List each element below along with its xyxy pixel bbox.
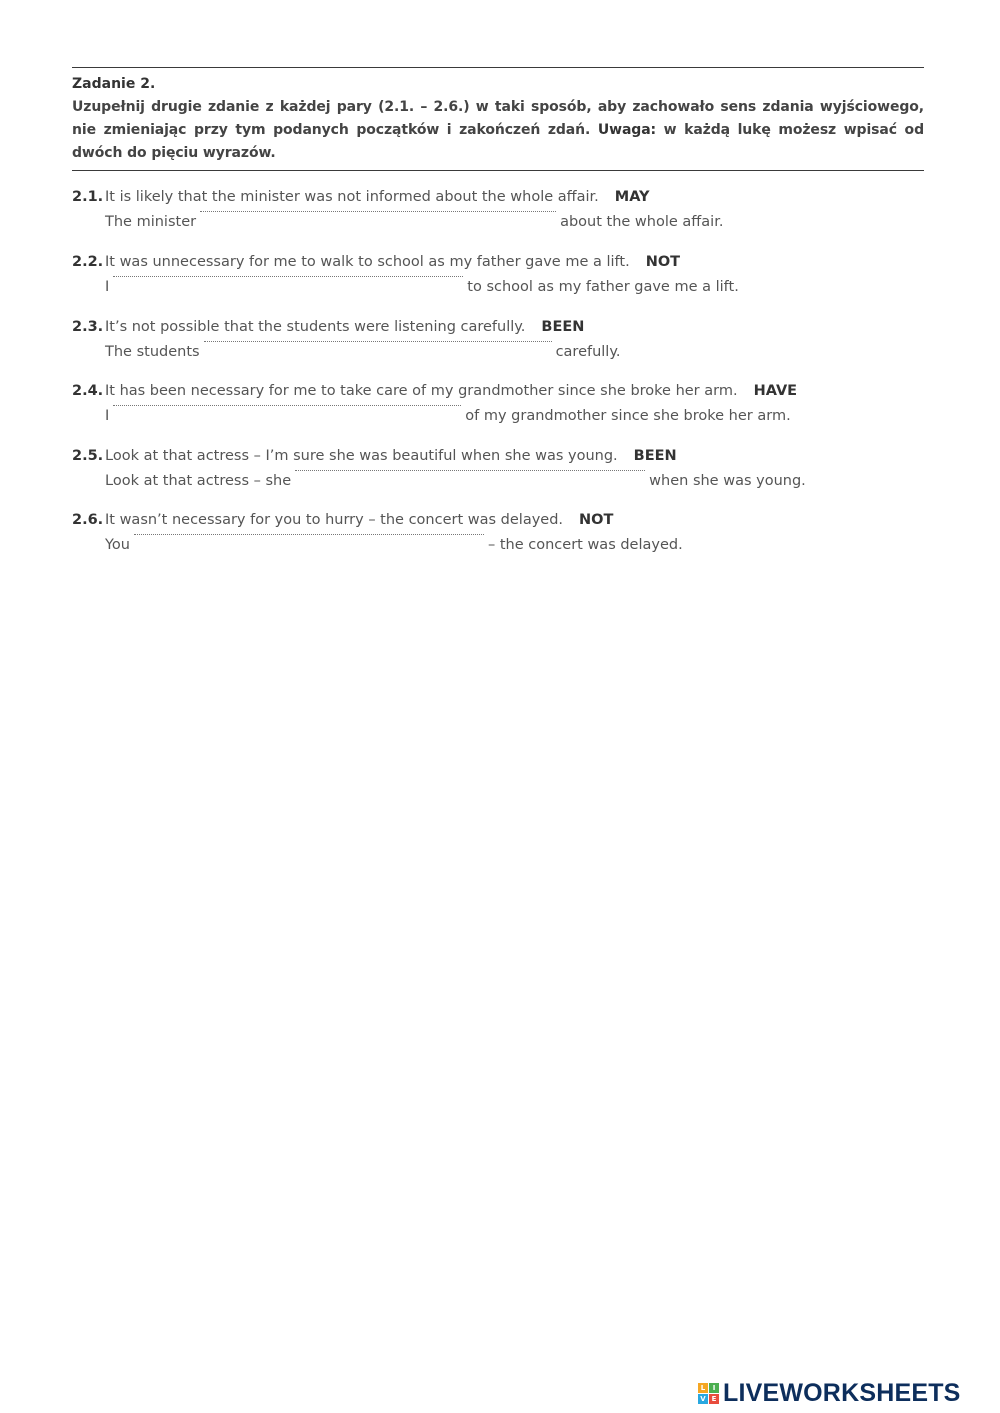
answer-gap[interactable] bbox=[113, 404, 461, 406]
sentence-end: when she was young. bbox=[649, 473, 806, 489]
sentence-start: I bbox=[105, 279, 110, 295]
answer-gap[interactable] bbox=[204, 340, 552, 342]
source-sentence: It was unnecessary for me to walk to school as my father gave me a lift. bbox=[105, 254, 630, 270]
source-sentence: It has been necessary for me to take care of my grandmother since she broke her arm. bbox=[105, 383, 738, 399]
answer-gap[interactable] bbox=[113, 275, 463, 277]
keyword: MAY bbox=[614, 189, 650, 205]
sentence-start: Look at that actress – she bbox=[105, 473, 292, 489]
source-sentence: It wasn’t necessary for you to hurry – the concert was delayed. bbox=[105, 512, 564, 528]
top-divider bbox=[72, 67, 924, 68]
task-title: Zadanie 2. bbox=[72, 76, 156, 92]
answer-gap[interactable] bbox=[200, 210, 556, 212]
keyword: HAVE bbox=[753, 383, 798, 399]
answer-gap[interactable] bbox=[295, 469, 645, 471]
exercise-number: 2.5. bbox=[72, 448, 104, 464]
instructions-note-label: Uwaga: bbox=[597, 122, 657, 138]
sentence-start: You bbox=[105, 537, 130, 553]
keyword: NOT bbox=[645, 254, 681, 270]
liveworksheets-logo bbox=[698, 1378, 961, 1408]
exercise-2-5 bbox=[72, 444, 932, 494]
logo-text: LIVEWORKSHEETS bbox=[723, 1378, 961, 1407]
exercise-2-6 bbox=[72, 508, 932, 558]
sentence-start: I bbox=[105, 408, 110, 424]
sentence-end: to school as my father gave me a lift. bbox=[467, 279, 739, 295]
exercise-2-1 bbox=[72, 185, 932, 235]
task-instructions bbox=[72, 96, 924, 165]
keyword: BEEN bbox=[541, 319, 585, 335]
keyword: NOT bbox=[579, 512, 614, 528]
instructions-note: w każdą lukę możesz wpisać od dwóch do pięciu wyrazów. bbox=[72, 122, 924, 161]
sentence-start: The students bbox=[105, 344, 200, 360]
bottom-divider bbox=[72, 170, 924, 171]
exercise-2-2 bbox=[72, 250, 932, 300]
sentence-end: carefully. bbox=[555, 344, 621, 360]
exercise-number: 2.4. bbox=[72, 383, 104, 399]
answer-gap[interactable] bbox=[134, 533, 484, 535]
exercise-number: 2.1. bbox=[72, 189, 104, 205]
sentence-end: about the whole affair. bbox=[560, 214, 724, 230]
exercise-number: 2.2. bbox=[72, 254, 104, 270]
sentence-end: – the concert was delayed. bbox=[488, 537, 683, 553]
keyword: BEEN bbox=[633, 448, 677, 464]
source-sentence: It is likely that the minister was not informed about the whole affair. bbox=[105, 189, 599, 205]
exercise-number: 2.3. bbox=[72, 319, 104, 335]
sentence-end: of my grandmother since she broke her arm. bbox=[465, 408, 791, 424]
logo-tile-e: E bbox=[709, 1394, 719, 1404]
exercise-number: 2.6. bbox=[72, 512, 104, 528]
exercise-2-3 bbox=[72, 315, 932, 365]
logo-tile-i: I bbox=[709, 1383, 719, 1393]
instructions-text: Uzupełnij drugie zdanie z każdej pary (2.1. – 2.6.) w taki sposób, aby zachowało sens zdania wyjściowego, nie zmieniając przy tym podanych początków i zakończeń zdań. bbox=[72, 99, 924, 138]
exercise-2-4 bbox=[72, 379, 932, 429]
logo-tile-v: V bbox=[698, 1394, 708, 1404]
logo-tile-l: L bbox=[698, 1383, 708, 1393]
source-sentence: It’s not possible that the students were listening carefully. bbox=[105, 319, 526, 335]
sentence-start: The minister bbox=[105, 214, 197, 230]
source-sentence: Look at that actress – I’m sure she was beautiful when she was young. bbox=[105, 448, 618, 464]
liveworksheets-logo-icon bbox=[698, 1383, 719, 1404]
